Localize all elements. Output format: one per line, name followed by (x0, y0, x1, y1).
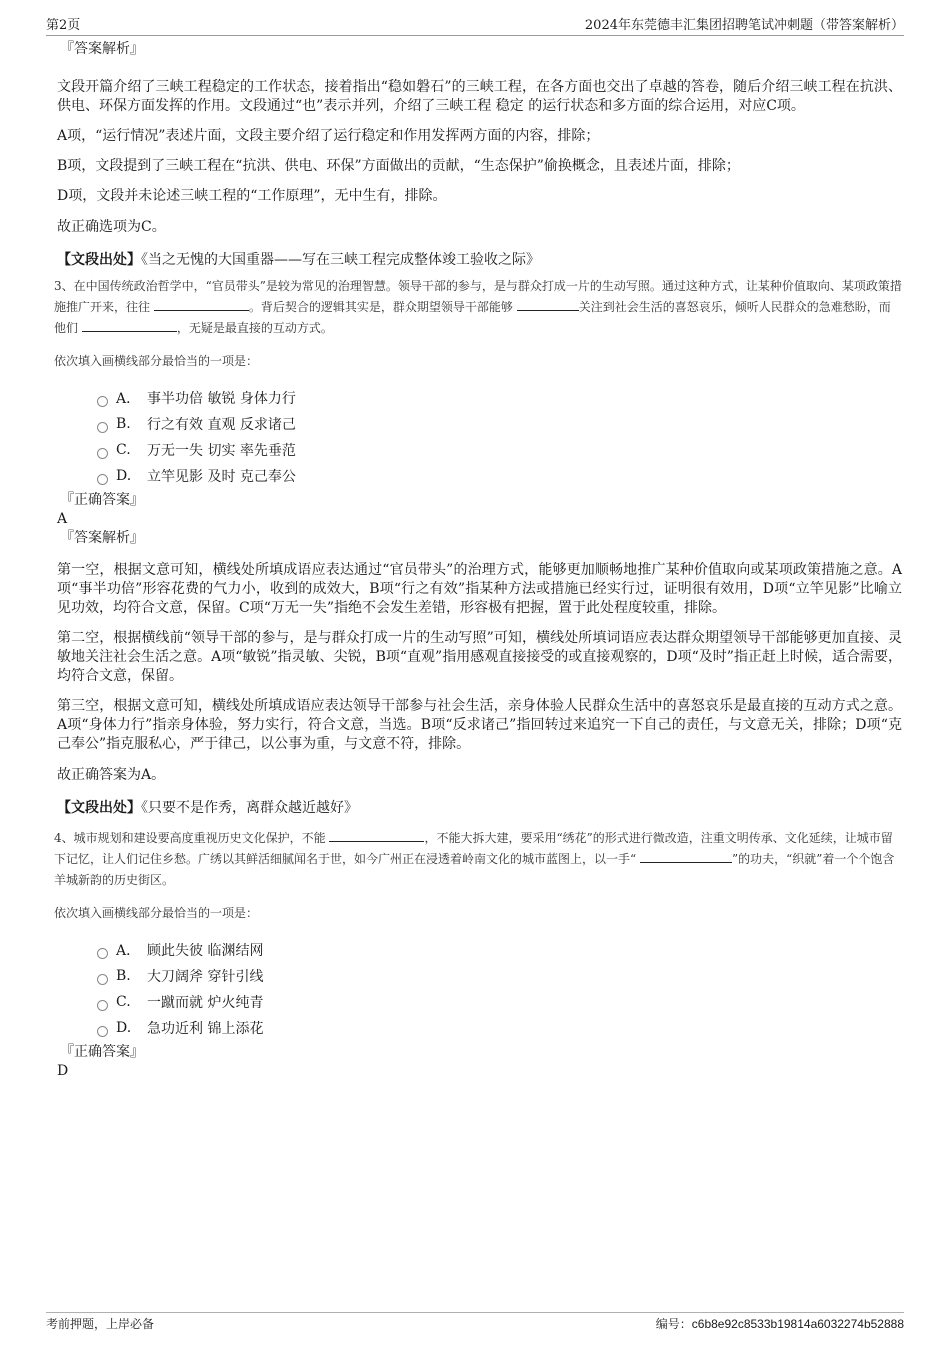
radio-button[interactable] (97, 948, 108, 959)
question-4-stem: 4、城市规划和建设要高度重视历史文化保护，不能 ，不能大拆大建，要采用“绣花”的形式进行微改造，注重文明传承、文化延续，让城市留下记忆，让人们记住乡愁。广绣以其鲜活细腻闻名于世，如今广州正在浸透着岭南文化的城市蓝图上，以一手“ ”的功夫，“织就”着一个个饱含羊城新韵的历史街区。 (54, 831, 895, 887)
fill-blank (154, 298, 249, 311)
fill-blank (517, 298, 579, 311)
analysis-conclusion: 故正确答案为A。 (57, 767, 166, 783)
analysis-label: 『答案解析』 (60, 530, 144, 546)
radio-button[interactable] (97, 1026, 108, 1037)
radio-button[interactable] (97, 474, 108, 485)
option-b[interactable]: B. 大刀阔斧 穿针引线 (97, 963, 902, 989)
analysis-paragraph: 第二空，根据横线前“领导干部的参与，是与群众打成一片的生动写照”可知，横线处所填词语应表达群众期望领导干部能够更加直接、灵敏地关注社会生活之意。A项“敏锐”指灵敏、尖锐，B项“直观”指用感观直接接受的或直接观察的，D项“及时”指正赶上时候，适合需要，均符合文意，保留。 (57, 630, 902, 684)
fill-blank (82, 319, 177, 332)
fill-blank (640, 850, 732, 863)
analysis-paragraph: B项，文段提到了三峡工程在“抗洪、供电、环保”方面做出的贡献，“生态保护”偷换概念，且表述片面，排除； (57, 158, 740, 174)
radio-button[interactable] (97, 396, 108, 407)
option-d[interactable]: D. 立竿见影 及时 克己奉公 (97, 463, 902, 489)
radio-button[interactable] (97, 1000, 108, 1011)
analysis-paragraph: 第一空，根据文意可知，横线处所填成语应表达通过“官员带头”的治理方式，能够更加顺畅地推广某种价值取向或某项政策措施之意。A项“事半功倍”形容花费的气力小，收到的成效大，B项“行之有效”指某种方法或措施已经实行过，证明很有效用，D项“立竿见影”比喻立见功效，均符合文意，保留。C项“万无一失”指绝不会发生差错，形容极有把握，置于此处程度较重，排除。 (57, 562, 902, 616)
fill-blank (329, 829, 424, 842)
analysis-paragraph: A项，“运行情况”表述片面，文段主要介绍了运行稳定和作用发挥两方面的内容，排除； (57, 128, 600, 144)
source-title: 《当之无愧的大国重器——写在三峡工程完成整体竣工验收之际》 (141, 252, 540, 268)
option-a[interactable]: A． 事半功倍 敏锐 身体力行 (97, 385, 902, 411)
correct-answer-label: 『正确答案』 (60, 1044, 144, 1060)
option-c[interactable]: C. 一蹴而就 炉火纯青 (97, 989, 902, 1015)
analysis-paragraph: 第三空，根据文意可知，横线处所填成语应表达领导干部参与社会生活，亲身体验人民群众生活中的喜怒哀乐是最直接的互动方式之意。A项“身体力行”指亲身体验，努力实行，符合文意，当选。B项“反求诸己”指回转过来追究一下自己的责任，与文意无关，排除；D项“克己奉公”指克服私心，严于律己，以公事为重，与文意不符，排除。 (57, 698, 902, 752)
option-a[interactable]: A． 顾此失彼 临渊结网 (97, 937, 902, 963)
page-content (54, 40, 902, 1080)
option-b[interactable]: B. 行之有效 直观 反求诸己 (97, 411, 902, 437)
question-4-options (97, 937, 902, 1041)
option-d[interactable]: D. 急功近利 锦上添花 (97, 1015, 902, 1041)
analysis-conclusion: 故正确选项为C。 (57, 219, 166, 235)
page-footer (46, 1312, 904, 1333)
question-3-options (97, 385, 902, 489)
analysis-paragraph: 文段开篇介绍了三峡工程稳定的工作状态，接着指出“稳如磐石”的三峡工程，在各方面也交出了卓越的答卷，随后介绍三峡工程在抗洪、供电、环保方面发挥的作用。文段通过“也”表示并列，介绍了三峡工程 稳定 的运行状态和多方面的综合运用，对应C项。 (57, 79, 902, 114)
analysis-label: 『答案解析』 (60, 41, 144, 57)
option-c[interactable]: C. 万无一失 切实 率先垂范 (97, 437, 902, 463)
page-header (46, 14, 904, 36)
correct-answer-label: 『正确答案』 (60, 492, 144, 508)
page-number: 第2页 (46, 18, 81, 33)
document-title: 2024年东莞德丰汇集团招聘笔试冲刺题（带答案解析） (584, 18, 904, 33)
source-line (57, 251, 902, 270)
source-label: 【文段出处】 (57, 252, 141, 268)
source-label: 【文段出处】 (57, 800, 141, 816)
radio-button[interactable] (97, 422, 108, 433)
source-line (57, 799, 902, 818)
correct-answer: A (57, 511, 68, 527)
radio-button[interactable] (97, 448, 108, 459)
analysis-paragraph: D项，文段并未论述三峡工程的“工作原理”，无中生有，排除。 (57, 188, 447, 204)
footer-slogan: 考前押题，上岸必备 (46, 1317, 155, 1331)
question-3-stem: 3、在中国传统政治哲学中，“官员带头”是较为常见的治理智慧。领导干部的参与，是与群众打成一片的生动写照。通过这种方式，让某种价值取向、某项政策措施推广开来，往往 。背后契合的逻辑其实是，群众期望领导干部能够 关注到社会生活的喜怒哀乐，倾听人民群众的急难愁盼，而他们 ，无疑是最直接的互动方式。 (54, 279, 902, 335)
document-code: 编号：c6b8e92c8533b19814a6032274b52888 (655, 1317, 904, 1331)
correct-answer: D (57, 1063, 69, 1079)
source-title: 《只要不是作秀，离群众越近越好》 (141, 800, 358, 816)
question-4-prompt: 依次填入画横线部分最恰当的一项是： (54, 906, 259, 920)
radio-button[interactable] (97, 974, 108, 985)
question-3-prompt: 依次填入画横线部分最恰当的一项是： (54, 354, 259, 368)
